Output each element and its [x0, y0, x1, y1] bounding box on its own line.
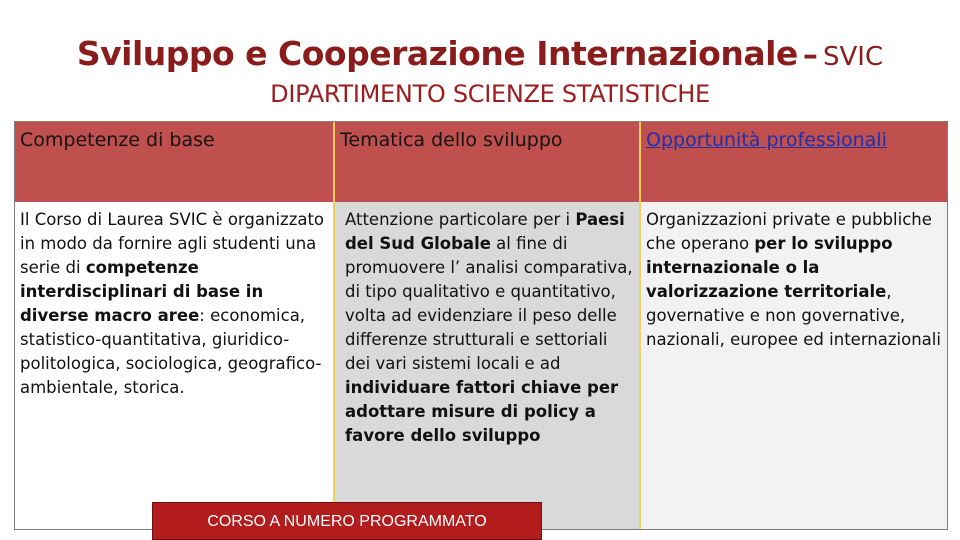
- header-tematica: Tematica dello sviluppo: [340, 129, 563, 151]
- cell-bold-text: competenze interdisciplinari di base in diverse macro aree: [20, 258, 264, 325]
- cell-bold-text: individuare fattori chiave per adottare misure di policy a favore dello sviluppo: [345, 378, 619, 445]
- info-table: [14, 121, 948, 530]
- slide-subtitle: DIPARTIMENTO SCIENZE STATISTICHE: [270, 80, 710, 108]
- slide-title: [0, 34, 960, 73]
- title-separator: –: [802, 38, 818, 73]
- cell-competenze: [20, 208, 336, 400]
- cell-text: Organizzazioni private e pubbliche che operano: [646, 210, 932, 253]
- cell-text: : economica, statistico-quantitativa, giuridico-politologica, sociologica, geografico-ambientale, storica.: [20, 306, 322, 397]
- cell-text: , governative e non governative, nazionali, europee ed internazionali: [646, 282, 941, 349]
- cell-bold-text: Paesi del Sud Globale: [345, 210, 625, 253]
- numero-programmato-banner: CORSO A NUMERO PROGRAMMATO: [152, 502, 542, 540]
- header-competenze: Competenze di base: [20, 129, 215, 151]
- column-divider: [639, 122, 641, 529]
- title-tag: SVIC: [823, 42, 884, 72]
- cell-bold-text: per lo sviluppo internazionale o la valorizzazione territoriale: [646, 234, 893, 301]
- cell-text: Attenzione particolare per i: [345, 210, 576, 229]
- header-opportunita-link[interactable]: Opportunità professionali: [646, 129, 887, 151]
- cell-text: Il Corso di Laurea SVIC è organizzato in modo da fornire agli studenti una serie di: [20, 210, 325, 277]
- title-main: Sviluppo e Cooperazione Internazionale: [76, 34, 798, 73]
- cell-opportunita: [646, 208, 946, 352]
- cell-tematica: [345, 208, 635, 448]
- cell-text: al fine di promuovere l’ analisi comparativa, di tipo qualitativo e quantitativo, volta ad evidenziare il peso delle differenze strutturali e settoriali dei vari sistemi locali e ad: [345, 234, 633, 373]
